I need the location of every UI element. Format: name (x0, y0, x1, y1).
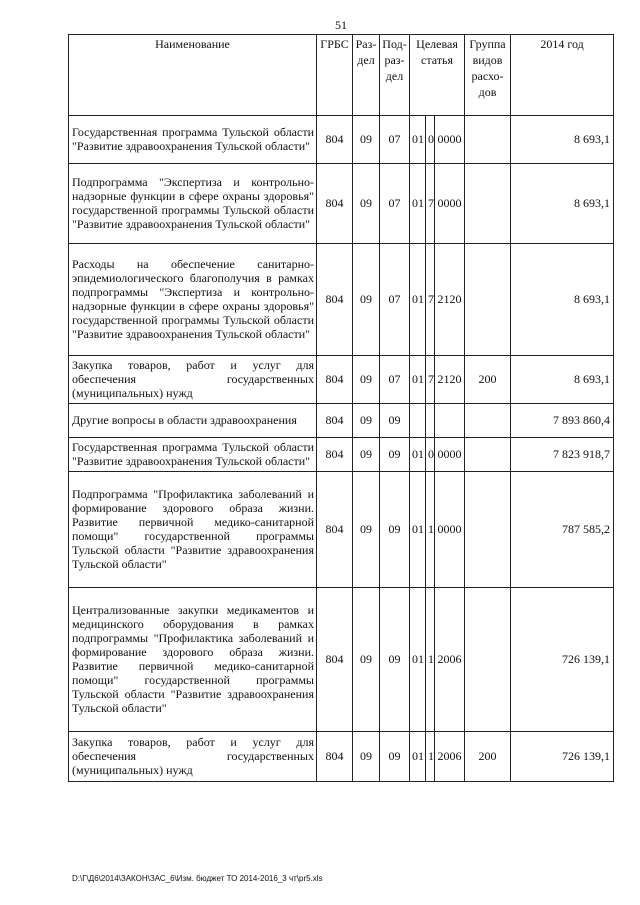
header-tselevaya-statya: Целевая статья (410, 35, 465, 116)
row-tselevaya-program: 01 (410, 732, 426, 782)
row-tselevaya-direction: 0000 (435, 116, 465, 164)
row-name: Подпрограмма "Профилактика заболеваний и формирование здорового образа жизни. Развитие первичной медико-санитарной помощи" государственной программы Тульской области "Развитие здравоохранения Тульской области" (69, 472, 317, 588)
row-razdel: 09 (353, 438, 380, 472)
row-tselevaya-subprogram: 0 (426, 438, 435, 472)
row-vid-rashodov (465, 588, 511, 732)
row-tselevaya-program: 01 (410, 588, 426, 732)
row-podrazdel: 09 (380, 588, 410, 732)
row-grbs: 804 (317, 732, 353, 782)
row-sum-2014: 8 693,1 (511, 356, 614, 404)
row-tselevaya-subprogram: 7 (426, 244, 435, 356)
row-tselevaya-subprogram: 0 (426, 116, 435, 164)
row-sum-2014: 7 893 860,4 (511, 404, 614, 438)
row-sum-2014: 726 139,1 (511, 732, 614, 782)
row-name: Закупка товаров, работ и услуг для обеспечения государственных (муниципальных) нужд (69, 356, 317, 404)
row-razdel: 09 (353, 588, 380, 732)
row-sum-2014: 7 823 918,7 (511, 438, 614, 472)
row-podrazdel: 07 (380, 244, 410, 356)
row-razdel: 09 (353, 732, 380, 782)
row-sum-2014: 8 693,1 (511, 244, 614, 356)
row-razdel: 09 (353, 404, 380, 438)
row-grbs: 804 (317, 164, 353, 244)
row-tselevaya-direction: 0000 (435, 164, 465, 244)
table-row (69, 732, 614, 782)
table-row (69, 588, 614, 732)
row-podrazdel: 07 (380, 116, 410, 164)
row-vid-rashodov: 200 (465, 356, 511, 404)
header-grbs: ГРБС (317, 35, 353, 116)
row-tselevaya-program: 01 (410, 164, 426, 244)
row-sum-2014: 8 693,1 (511, 116, 614, 164)
row-sum-2014: 726 139,1 (511, 588, 614, 732)
table-row (69, 244, 614, 356)
row-name: Подпрограмма "Экспертиза и контрольно-надзорные функции в сфере охраны здоровья" государственной программы Тульской области "Развитие здравоохранения Тульской области" (69, 164, 317, 244)
table-row (69, 472, 614, 588)
row-tselevaya-program: 01 (410, 356, 426, 404)
row-grbs: 804 (317, 588, 353, 732)
row-vid-rashodov (465, 472, 511, 588)
row-podrazdel: 07 (380, 164, 410, 244)
row-tselevaya-direction: 0000 (435, 472, 465, 588)
row-grbs: 804 (317, 116, 353, 164)
row-grbs: 804 (317, 244, 353, 356)
row-razdel: 09 (353, 244, 380, 356)
header-razdel: Раз-дел (353, 35, 380, 116)
row-podrazdel: 07 (380, 356, 410, 404)
row-name: Централизованные закупки медикаментов и медицинского оборудования в рамках подпрограммы "Профилактика заболеваний и формирование здорового образа жизни. Развитие первичной медико-санитарной помощи" государственной программы Тульской области "Развитие здравоохранения Тульской области" (69, 588, 317, 732)
row-tselevaya-subprogram: 1 (426, 472, 435, 588)
row-tselevaya-direction: 2006 (435, 588, 465, 732)
header-name: Наименование (69, 35, 317, 116)
row-tselevaya-program: 01 (410, 472, 426, 588)
row-razdel: 09 (353, 116, 380, 164)
budget-table (68, 34, 614, 782)
row-name: Расходы на обеспечение санитарно-эпидемиологического благополучия в рамках подпрограммы "Экспертиза и контрольно-надзорные функции в сфере охраны здоровья" государственной программы Тульской области "Развитие здравоохранения Тульской области" (69, 244, 317, 356)
row-tselevaya-subprogram: 1 (426, 588, 435, 732)
table-row (69, 116, 614, 164)
table-row (69, 438, 614, 472)
row-name: Государственная программа Тульской области "Развитие здравоохранения Тульской области" (69, 116, 317, 164)
row-name: Закупка товаров, работ и услуг для обеспечения государственных (муниципальных) нужд (69, 732, 317, 782)
row-sum-2014: 787 585,2 (511, 472, 614, 588)
row-vid-rashodov (465, 244, 511, 356)
file-path-footer: D:\Г\Д6\2014\ЗАКОН\ЗАС_6\Изм. бюджет ТО 2014-2016_3 чт\pr5.xls (72, 874, 323, 883)
row-tselevaya-direction: 2006 (435, 732, 465, 782)
row-tselevaya-subprogram: 7 (426, 164, 435, 244)
row-tselevaya-direction: 2120 (435, 244, 465, 356)
table-row (69, 404, 614, 438)
table-header-row (69, 35, 614, 116)
row-grbs: 804 (317, 404, 353, 438)
row-tselevaya-program: 01 (410, 438, 426, 472)
row-vid-rashodov (465, 116, 511, 164)
row-grbs: 804 (317, 356, 353, 404)
row-vid-rashodov (465, 404, 511, 438)
row-grbs: 804 (317, 472, 353, 588)
header-podrazdel: Под-раз-дел (380, 35, 410, 116)
page-number: 51 (335, 18, 347, 32)
row-podrazdel: 09 (380, 472, 410, 588)
row-podrazdel: 09 (380, 438, 410, 472)
row-podrazdel: 09 (380, 404, 410, 438)
row-podrazdel: 09 (380, 732, 410, 782)
row-sum-2014: 8 693,1 (511, 164, 614, 244)
row-vid-rashodov: 200 (465, 732, 511, 782)
header-year-2014: 2014 год (511, 35, 614, 116)
table-row (69, 164, 614, 244)
row-tselevaya-direction: 2120 (435, 356, 465, 404)
row-razdel: 09 (353, 356, 380, 404)
row-tselevaya-direction: 0000 (435, 438, 465, 472)
row-grbs: 804 (317, 438, 353, 472)
row-tselevaya-subprogram: 1 (426, 732, 435, 782)
row-name: Другие вопросы в области здравоохранения (69, 404, 317, 438)
row-tselevaya-subprogram: 7 (426, 356, 435, 404)
row-tselevaya-program (410, 404, 426, 438)
row-razdel: 09 (353, 472, 380, 588)
header-gruppa-vidov-rashodov: Группа видов расхо-дов (465, 35, 511, 116)
row-razdel: 09 (353, 164, 380, 244)
row-name: Государственная программа Тульской области "Развитие здравоохранения Тульской области" (69, 438, 317, 472)
row-tselevaya-program: 01 (410, 244, 426, 356)
row-vid-rashodov (465, 438, 511, 472)
row-tselevaya-program: 01 (410, 116, 426, 164)
table-row (69, 356, 614, 404)
row-tselevaya-subprogram (426, 404, 435, 438)
row-tselevaya-direction (435, 404, 465, 438)
row-vid-rashodov (465, 164, 511, 244)
